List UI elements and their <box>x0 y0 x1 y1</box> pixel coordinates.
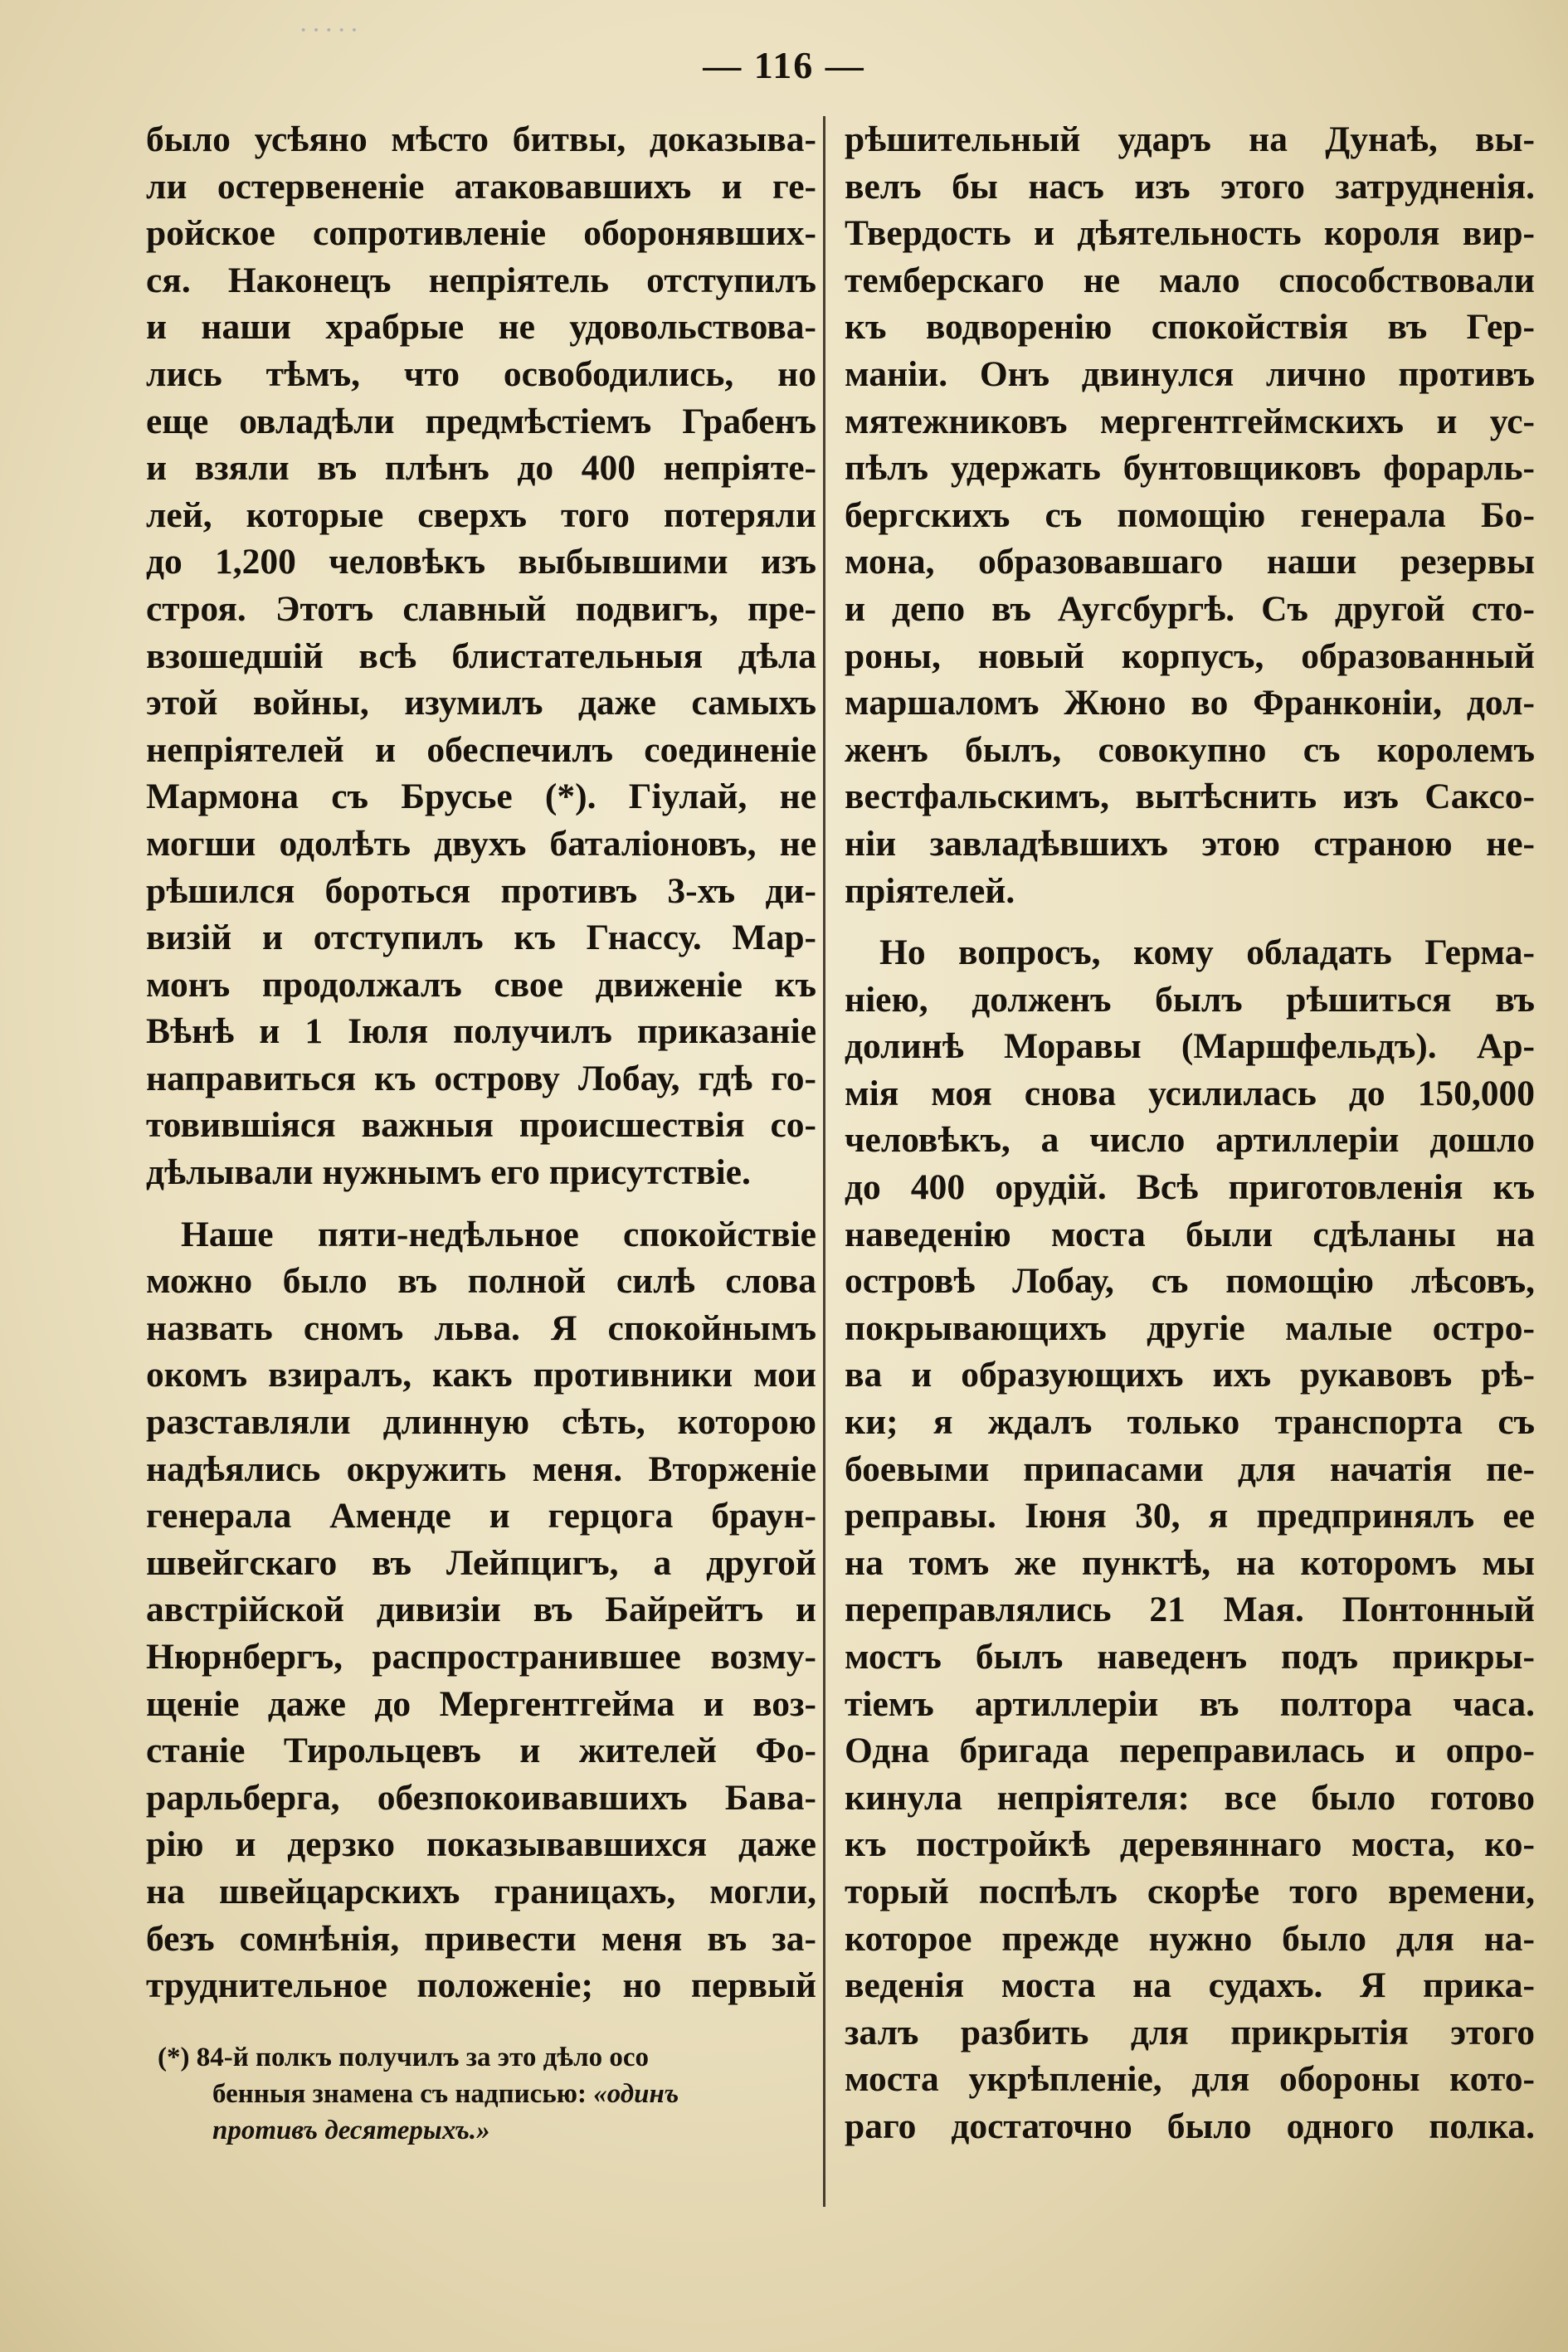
footnote-line <box>158 2112 821 2149</box>
text-line: темберскаго не мало способствовали <box>845 260 1535 300</box>
text-line: Наше пяти-недѣльное спокойствіе <box>181 1214 816 1254</box>
text-line: ніею, долженъ былъ рѣшиться въ <box>845 979 1535 1020</box>
footnote-quote: противъ десятерыхъ.» <box>212 2116 490 2145</box>
text-line: и взяли въ плѣнъ до 400 непріяте- <box>146 448 816 489</box>
text-line: реправы. Іюня 30, я предпринялъ ее <box>845 1496 1535 1536</box>
text-line: непріятелей и обеспечилъ соединеніе <box>146 729 816 770</box>
text-line: переправлялись 21 Мая. Понтонный <box>845 1590 1535 1630</box>
text-line: тіемъ артиллеріи въ полтора часа. <box>845 1683 1535 1724</box>
text-line: и депо въ Аугсбургѣ. Съ другой сто- <box>845 588 1535 629</box>
text-line: на томъ же пунктѣ, на которомъ мы <box>845 1542 1535 1583</box>
text-line: рію и дерзко показывавшихся даже <box>146 1824 816 1865</box>
text-line: разставляли длинную сѣть, которою <box>146 1402 816 1443</box>
text-line: раго достаточно было одного полка. <box>845 2106 1535 2146</box>
text-line: станіе Тирольцевъ и жителей Фо- <box>146 1731 816 1771</box>
text-line: веденія моста на судахъ. Я прика- <box>845 1965 1535 2006</box>
footnote-text: бенныя знамена съ надписью: <box>212 2079 594 2109</box>
text-line: маршаломъ Жюно во Франконіи, дол- <box>845 683 1535 723</box>
text-line: этой войны, изумилъ даже самыхъ <box>146 683 816 723</box>
text-line: маніи. Онъ двинулся лично противъ <box>845 353 1535 394</box>
text-line: моста укрѣпленіе, для обороны кото- <box>845 2059 1535 2100</box>
text-line: человѣкъ, а число артиллеріи дошло <box>845 1120 1535 1161</box>
text-line: пѣлъ удержать бунтовщиковъ форарль- <box>845 448 1535 489</box>
text-line: безъ сомнѣнія, привести меня въ за- <box>146 1918 816 1959</box>
text-line: направиться къ острову Лобау, гдѣ го- <box>146 1058 816 1098</box>
text-line: назвать сномъ льва. Я спокойнымъ <box>146 1307 816 1348</box>
text-line: ройское сопротивленіе оборонявших- <box>146 213 816 254</box>
right-column <box>845 116 1535 2150</box>
text-line: Нюрнбергъ, распространившее возму- <box>146 1637 816 1677</box>
paragraph-gap <box>146 1196 816 1211</box>
footnote-line <box>158 2076 821 2112</box>
text-line: монъ продолжалъ свое движеніе къ <box>146 964 816 1005</box>
text-line: можно было въ полной силѣ слова <box>146 1261 816 1302</box>
text-line: рарльберга, обезпокоивавшихъ Бава- <box>146 1777 816 1818</box>
text-line: мона, образовавшаго наши резервы <box>845 542 1535 582</box>
text-line: ніи завладѣвшихъ этою страною не- <box>845 823 1535 864</box>
text-line: женъ былъ, совокупно съ королемъ <box>845 729 1535 770</box>
text-line: Вѣнѣ и 1 Іюля получилъ приказаніе <box>146 1011 816 1052</box>
text-line: къ водворенію спокойствія въ Гер- <box>845 307 1535 348</box>
text-line: лись тѣмъ, что освободились, но <box>146 353 816 394</box>
text-line: мія моя снова усилилась до 150,000 <box>845 1073 1535 1113</box>
text-line: окомъ взиралъ, какъ противники мои <box>146 1355 816 1395</box>
text-line: рѣшился бороться противъ 3-хъ ди- <box>146 870 816 911</box>
text-line: боевыми припасами для начатія пе- <box>845 1449 1535 1489</box>
text-line: роны, новый корпусъ, образованный <box>845 635 1535 676</box>
text-line: еще овладѣли предмѣстіемъ Грабенъ <box>146 401 816 441</box>
footnote <box>158 2039 821 2149</box>
text-line: швейгскаго въ Лейпцигъ, а другой <box>146 1542 816 1583</box>
text-line: было усѣяно мѣсто битвы, доказыва- <box>146 119 816 159</box>
text-line: торый поспѣлъ скорѣе того времени, <box>845 1871 1535 1911</box>
text-line: мятежниковъ мергентгеймскихъ и ус- <box>845 401 1535 441</box>
text-line: бергскихъ съ помощію генерала Бо- <box>845 494 1535 535</box>
page-number: — 116 — <box>703 44 865 86</box>
text-line: дѣлывали нужнымъ его присутствіе. <box>146 1152 751 1193</box>
text-line: могши одолѣть двухъ баталіоновъ, не <box>146 823 816 864</box>
text-line: велъ бы насъ изъ этого затрудненія. <box>845 166 1535 207</box>
text-line: залъ разбить для прикрытія этого <box>845 2012 1535 2053</box>
text-line: ся. Наконецъ непріятель отступилъ <box>146 260 816 300</box>
text-line: кинула непріятеля: все было готово <box>845 1777 1535 1818</box>
column-divider <box>823 116 825 2207</box>
text-line: долинѣ Моравы (Маршфельдъ). Ар- <box>845 1026 1535 1067</box>
text-line: островѣ Лобау, съ помощію лѣсовъ, <box>845 1261 1535 1302</box>
text-line: визій и отступилъ къ Гнассу. Мар- <box>146 918 816 958</box>
text-line: и наши храбрые не удовольствова- <box>146 307 816 348</box>
text-line: щеніе даже до Мергентгейма и воз- <box>146 1683 816 1724</box>
text-line: товившіяся важныя происшествія со- <box>146 1105 816 1146</box>
text-line: до 400 орудій. Всѣ приготовленія къ <box>845 1167 1535 1208</box>
library-stamp: ····· <box>299 15 363 46</box>
text-line: ва и образующихъ ихъ рукавовъ рѣ- <box>845 1355 1535 1395</box>
text-line: пріятелей. <box>845 870 1015 911</box>
text-line: взошедшій всѣ блистательныя дѣла <box>146 635 816 676</box>
text-line: Но вопросъ, кому обладать Герма- <box>879 933 1535 973</box>
text-line: Твердость и дѣятельность короля вир- <box>845 213 1535 254</box>
text-line: труднительное положеніе; но первый <box>146 1965 816 2006</box>
text-line: на швейцарскихъ границахъ, могли, <box>146 1871 816 1911</box>
left-column <box>146 116 816 2009</box>
text-line: вестфальскимъ, вытѣснить изъ Саксо- <box>845 777 1535 817</box>
text-line: покрывающихъ другіе малые остро- <box>845 1307 1535 1348</box>
text-line: Одна бригада переправилась и опро- <box>845 1731 1535 1771</box>
text-line: къ постройкѣ деревяннаго моста, ко- <box>845 1824 1535 1865</box>
text-line: надѣялись окружить меня. Вторженіе <box>146 1449 816 1489</box>
text-line: генерала Аменде и герцога браун- <box>146 1496 816 1536</box>
text-line: Мармона съ Брусье (*). Гіулай, не <box>146 777 816 817</box>
footnote-quote: «одинъ <box>593 2079 679 2109</box>
text-line: строя. Этотъ славный подвигъ, пре- <box>146 588 816 629</box>
text-line: ли остервененіе атаковавшихъ и ге- <box>146 166 816 207</box>
text-line: ки; я ждалъ только транспорта съ <box>845 1402 1535 1443</box>
text-line: рѣшительный ударъ на Дунаѣ, вы- <box>845 119 1535 159</box>
text-line: которое прежде нужно было для на- <box>845 1918 1535 1959</box>
text-line: лей, которые сверхъ того потеряли <box>146 494 816 535</box>
text-line: мостъ былъ наведенъ подъ прикры- <box>845 1637 1535 1677</box>
text-line: до 1,200 человѣкъ выбывшими изъ <box>146 542 816 582</box>
text-line: австрійской дивизіи въ Байрейтъ и <box>146 1590 816 1630</box>
footnote-line: (*) 84-й полкъ получилъ за это дѣло осо <box>158 2043 650 2072</box>
paragraph-gap <box>845 914 1535 929</box>
text-line: наведенію моста были сдѣланы на <box>845 1214 1535 1254</box>
